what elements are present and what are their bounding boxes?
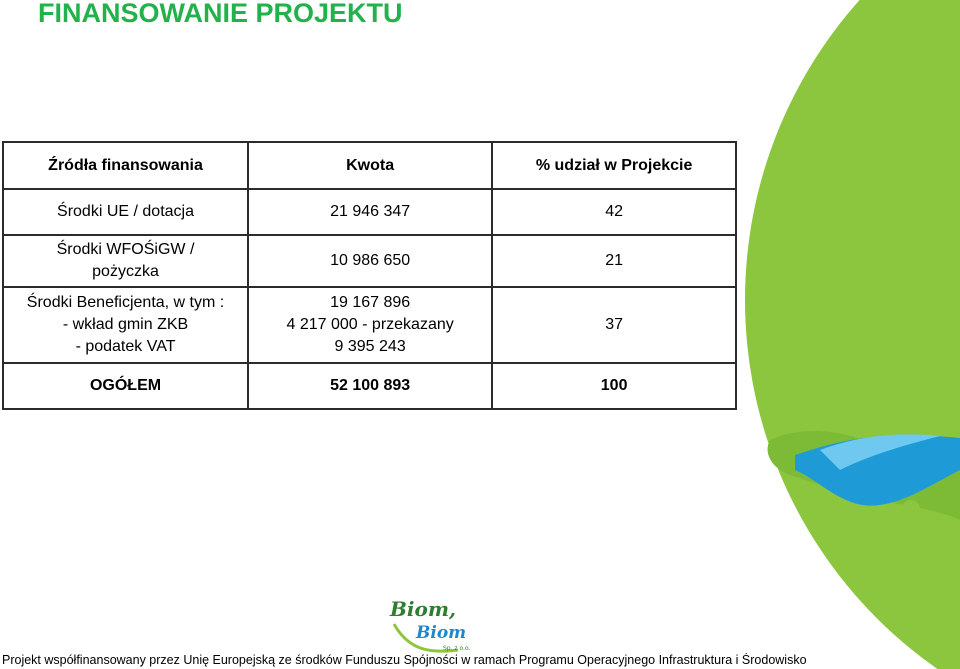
table-row [3, 189, 736, 235]
header-amount: Kwota [248, 142, 492, 189]
cell-amount: 21 946 347 [248, 189, 492, 235]
header-share: % udział w Projekcie [492, 142, 736, 189]
cell-amount: 10 986 650 [248, 235, 492, 287]
biom-logo [388, 594, 488, 660]
cell-amount [248, 287, 492, 363]
svg-text:Biom,: Biom, [390, 597, 456, 621]
cell-share: 42 [492, 189, 736, 235]
cell-share: 37 [492, 287, 736, 363]
cell-source: Środki UE / dotacja [3, 189, 248, 235]
total-label: OGÓŁEM [3, 363, 248, 409]
table-total-row [3, 363, 736, 409]
footer-note: Projekt współfinansowany przez Unię Europejską ze środków Funduszu Spójności w ramach Programu Operacyjnego Infrastruktura i Środowisko [2, 653, 807, 667]
total-amount: 52 100 893 [248, 363, 492, 409]
financing-table [2, 141, 737, 410]
cell-share: 21 [492, 235, 736, 287]
cell-line: Środki WFOŚiGW / [56, 241, 195, 258]
cell-source [3, 235, 248, 287]
header-source: Źródła finansowania [3, 142, 248, 189]
table-row [3, 235, 736, 287]
svg-text:Biom: Biom [416, 623, 467, 643]
cell-line: 4 217 000 - przekazany [286, 316, 454, 333]
cell-line: 9 395 243 [334, 338, 406, 355]
page-title: FINANSOWANIE PROJEKTU [38, 0, 403, 28]
cell-line: - podatek VAT [75, 338, 176, 355]
table-header-row [3, 142, 736, 189]
svg-text:Sp. z o.o.: Sp. z o.o. [443, 645, 471, 652]
cell-line: Środki Beneficjenta, w tym : [26, 294, 225, 311]
total-share: 100 [492, 363, 736, 409]
cell-source [3, 287, 248, 363]
table-row [3, 287, 736, 363]
cell-line: - wkład gmin ZKB [62, 316, 189, 333]
green-circle-decoration [745, 0, 960, 669]
cell-line: 19 167 896 [330, 294, 411, 311]
cell-line: pożyczka [92, 263, 159, 280]
